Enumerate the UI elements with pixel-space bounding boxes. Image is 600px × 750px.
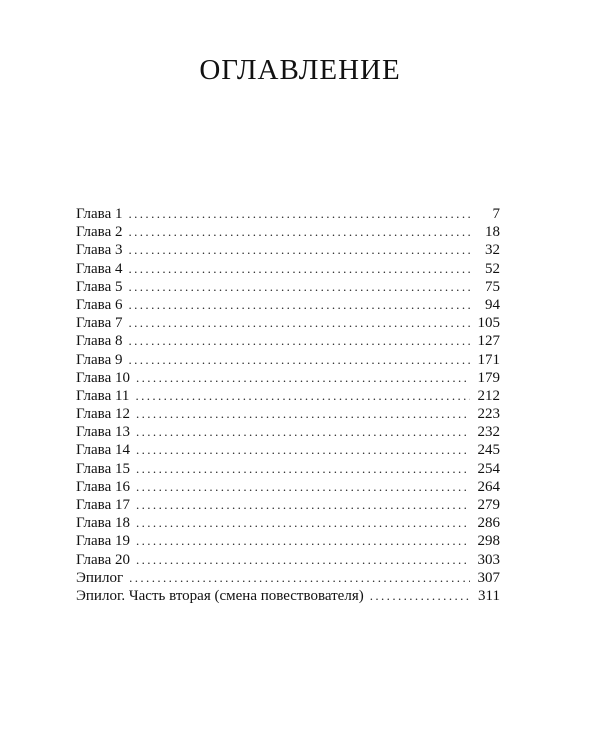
toc-entry-page-number: 94: [485, 296, 500, 313]
toc-entry: [76, 387, 500, 405]
toc-entry: [76, 478, 500, 496]
toc-entry-label: Глава 12: [76, 406, 130, 423]
dot-leader: [128, 223, 470, 241]
toc-entry: [76, 587, 500, 605]
toc-entry-label: Глава 9: [76, 351, 123, 368]
toc-entry-label: Глава 16: [76, 478, 130, 495]
dot-leader: [136, 369, 470, 387]
dot-leader: [128, 205, 470, 223]
toc-entry-page-number: 254: [477, 460, 500, 477]
toc-entry: [76, 260, 500, 278]
dot-leader: [129, 569, 470, 587]
toc-entry: [76, 441, 500, 459]
dot-leader: [128, 296, 470, 314]
toc-entry-page-number: 307: [477, 569, 500, 586]
toc-entry: [76, 241, 500, 259]
toc-entry-page-number: 105: [477, 315, 500, 332]
dot-leader: [136, 551, 470, 569]
toc-entry-label: Эпилог: [76, 569, 124, 586]
toc-entry-page-number: 279: [477, 497, 500, 513]
page-title: ОГЛАВЛЕНИЕ: [199, 54, 401, 86]
toc-entry-label: Глава 19: [76, 533, 130, 550]
toc-entry: [76, 296, 500, 314]
toc-entry-page-number: 212: [477, 387, 500, 404]
toc-entry-page-number: 311: [478, 587, 500, 604]
dot-leader: [128, 332, 470, 350]
toc-entry-label: Глава 3: [76, 242, 123, 259]
toc-entry-label: Глава 11: [76, 387, 130, 404]
dot-leader: [128, 278, 470, 296]
toc-entry: [76, 332, 500, 350]
toc-entry-label: Глава 1: [76, 206, 123, 222]
toc-entry-label: Глава 2: [76, 224, 123, 241]
toc-entry: [76, 551, 500, 569]
dot-leader: [136, 460, 470, 478]
toc-entry: [76, 532, 500, 550]
dot-leader: [370, 587, 470, 605]
toc-entry-label: Глава 6: [76, 296, 123, 313]
toc-entry-page-number: 171: [477, 351, 500, 368]
table-of-contents: [76, 205, 500, 605]
toc-entry-label: Глава 13: [76, 424, 130, 441]
toc-entry-label: Эпилог. Часть вторая (смена повествователя): [76, 587, 364, 604]
dot-leader: [136, 514, 470, 532]
toc-entry-label: Глава 10: [76, 369, 130, 386]
toc-entry-page-number: 303: [477, 551, 500, 568]
toc-entry-page-number: 32: [485, 242, 500, 259]
toc-entry: [76, 369, 500, 387]
toc-entry: [76, 569, 500, 587]
toc-entry-label: Глава 18: [76, 515, 130, 532]
toc-entry-page-number: 7: [492, 206, 500, 222]
toc-entry-label: Глава 8: [76, 333, 123, 350]
dot-leader: [136, 496, 470, 514]
toc-entry-label: Глава 20: [76, 551, 130, 568]
dot-leader: [128, 314, 470, 332]
toc-entry: [76, 205, 500, 223]
toc-entry-page-number: 75: [485, 278, 500, 295]
dot-leader: [128, 241, 470, 259]
toc-entry-page-number: 286: [477, 515, 500, 532]
toc-entry-page-number: 179: [477, 369, 500, 386]
toc-entry: [76, 405, 500, 423]
dot-leader: [128, 351, 470, 369]
toc-entry: [76, 223, 500, 241]
toc-entry: [76, 514, 500, 532]
dot-leader: [136, 441, 470, 459]
toc-entry: [76, 460, 500, 478]
dot-leader: [136, 405, 470, 423]
toc-entry: [76, 278, 500, 296]
toc-entry-label: Глава 4: [76, 260, 123, 277]
toc-entry-label: Глава 7: [76, 315, 123, 332]
dot-leader: [135, 387, 470, 405]
toc-entry-page-number: 18: [485, 224, 500, 241]
toc-entry: [76, 423, 500, 441]
toc-entry-page-number: 232: [477, 424, 500, 441]
toc-entry-label: Глава 17: [76, 497, 130, 513]
toc-entry-page-number: 245: [477, 442, 500, 459]
toc-entry-page-number: 298: [477, 533, 500, 550]
toc-entry-page-number: 127: [477, 333, 500, 350]
toc-entry-page-number: 264: [477, 478, 500, 495]
dot-leader: [136, 423, 470, 441]
toc-entry-label: Глава 14: [76, 442, 130, 459]
toc-entry-page-number: 223: [477, 406, 500, 423]
toc-entry-label: Глава 15: [76, 460, 130, 477]
toc-entry: [76, 351, 500, 369]
toc-entry: [76, 496, 500, 514]
dot-leader: [128, 260, 470, 278]
toc-entry-page-number: 52: [485, 260, 500, 277]
toc-entry: [76, 314, 500, 332]
dot-leader: [136, 478, 470, 496]
dot-leader: [136, 532, 470, 550]
toc-entry-label: Глава 5: [76, 278, 123, 295]
